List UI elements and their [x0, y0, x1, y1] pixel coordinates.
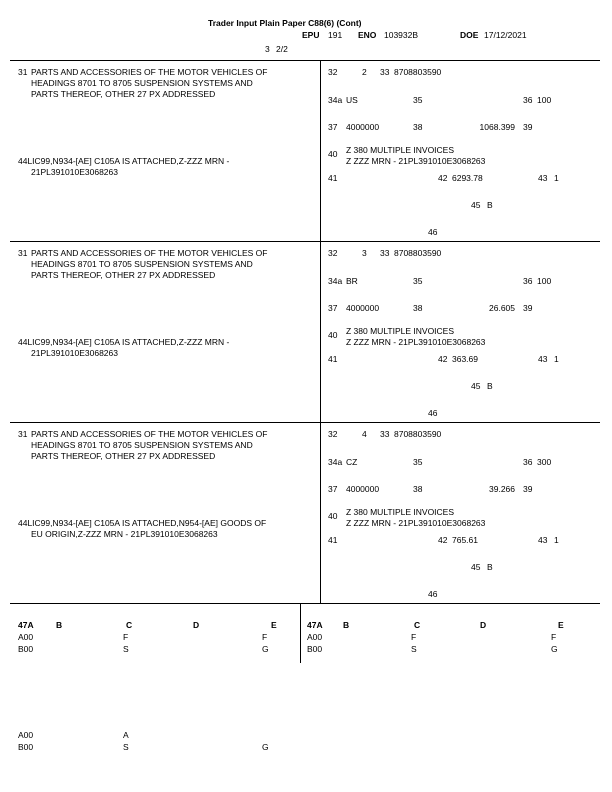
box40-label: 40	[328, 511, 338, 521]
procedure-code: 4000000	[346, 122, 380, 132]
box37-label: 37	[328, 122, 338, 132]
box33-label: 33	[380, 248, 390, 258]
goods-description-line: PARTS AND ACCESSORIES OF THE MOTOR VEHICLES OF	[31, 248, 268, 258]
item-number: 2	[362, 67, 367, 77]
box42-label: 42	[438, 354, 448, 364]
box47-header: D	[193, 620, 200, 630]
item-price: 6293.78	[452, 173, 483, 183]
box38-label: 38	[413, 122, 423, 132]
goods-description-line: HEADINGS 8701 TO 8705 SUSPENSION SYSTEMS AND	[31, 78, 253, 88]
box36-value: 100	[537, 276, 552, 286]
box44-line: 44LIC99,N934-[AE] C105A IS ATTACHED,Z-ZZZ MRN -	[18, 337, 230, 347]
box35-label: 35	[413, 276, 423, 286]
net-mass: 26.605	[489, 303, 515, 313]
box43-value: 1	[554, 354, 559, 364]
box31-label: 31	[18, 67, 28, 77]
box44-line: 21PL391010E3068263	[31, 348, 118, 358]
tax-type: A00	[18, 632, 34, 642]
tax-type: A00	[307, 632, 323, 642]
doe-value: 17/12/2021	[484, 30, 527, 40]
divider	[10, 60, 600, 61]
previous-document: Z 380 MULTIPLE INVOICES	[346, 507, 455, 517]
box44-line: 21PL391010E3068263	[31, 167, 118, 177]
box47-header: B	[343, 620, 350, 630]
tax-cell: G	[551, 644, 558, 654]
tax-cell: F	[411, 632, 417, 642]
box38-label: 38	[413, 303, 423, 313]
box45-label: 45	[471, 381, 481, 391]
box45-label: 45	[471, 562, 481, 572]
goods-description-line: PARTS THEREOF, OTHER 27 PX ADDRESSED	[31, 451, 216, 461]
box47-header: E	[271, 620, 277, 630]
origin-country: BR	[346, 276, 358, 286]
tax-cell: S	[123, 742, 129, 752]
goods-description-line: PARTS AND ACCESSORIES OF THE MOTOR VEHICLES OF	[31, 67, 268, 77]
box33-label: 33	[380, 429, 390, 439]
procedure-code: 4000000	[346, 484, 380, 494]
box36-label: 36	[523, 276, 533, 286]
box44-line: 44LIC99,N934-[AE] C105A IS ATTACHED,Z-ZZZ MRN -	[18, 156, 230, 166]
box44-line: 44LIC99,N934-[AE] C105A IS ATTACHED,N954-[AE] GOODS OF	[18, 518, 267, 528]
tax-type: A00	[18, 730, 34, 740]
box47-header: D	[480, 620, 487, 630]
box43-label: 43	[538, 354, 548, 364]
goods-description-line: PARTS THEREOF, OTHER 27 PX ADDRESSED	[31, 270, 216, 280]
tax-type: B00	[18, 742, 34, 752]
item-price: 363.69	[452, 354, 478, 364]
box45-value: B	[487, 562, 493, 572]
goods-description-line: PARTS THEREOF, OTHER 27 PX ADDRESSED	[31, 89, 216, 99]
box41-label: 41	[328, 354, 338, 364]
box39-label: 39	[523, 484, 533, 494]
column-divider	[300, 603, 301, 663]
tax-type: B00	[307, 644, 323, 654]
box38-label: 38	[413, 484, 423, 494]
box44-line: EU ORIGIN,Z-ZZZ MRN - 21PL391010E3068263	[31, 529, 218, 539]
box43-value: 1	[554, 173, 559, 183]
previous-document: Z 380 MULTIPLE INVOICES	[346, 326, 455, 336]
box46-label: 46	[428, 589, 438, 599]
page-number: 3	[265, 44, 270, 54]
previous-document: Z 380 MULTIPLE INVOICES	[346, 145, 455, 155]
form-title: Trader Input Plain Paper C88(6) (Cont)	[208, 18, 362, 28]
box47-header: E	[558, 620, 564, 630]
item-number: 3	[362, 248, 367, 258]
box34a-label: 34a	[328, 457, 343, 467]
box35-label: 35	[413, 457, 423, 467]
eno-value: 103932B	[384, 30, 419, 40]
box37-label: 37	[328, 303, 338, 313]
box40-label: 40	[328, 330, 338, 340]
box32-label: 32	[328, 67, 338, 77]
divider	[10, 422, 600, 423]
box43-label: 43	[538, 173, 548, 183]
box46-label: 46	[428, 227, 438, 237]
box36-value: 100	[537, 95, 552, 105]
box42-label: 42	[438, 535, 448, 545]
box31-label: 31	[18, 429, 28, 439]
box36-value: 300	[537, 457, 552, 467]
box47-header: 47A	[18, 620, 34, 630]
box31-label: 31	[18, 248, 28, 258]
tax-type: B00	[18, 644, 34, 654]
tax-cell: S	[411, 644, 417, 654]
previous-document: Z ZZZ MRN - 21PL391010E3068263	[346, 337, 486, 347]
box42-label: 42	[438, 173, 448, 183]
box47-header: C	[126, 620, 133, 630]
page-of: 2/2	[276, 44, 288, 54]
box47-header: C	[414, 620, 421, 630]
box45-value: B	[487, 200, 493, 210]
box32-label: 32	[328, 248, 338, 258]
divider	[10, 603, 600, 604]
tax-cell: F	[551, 632, 557, 642]
commodity-code: 8708803590	[394, 248, 442, 258]
box47-header: B	[56, 620, 63, 630]
net-mass: 1068.399	[479, 122, 515, 132]
epu-label: EPU	[302, 30, 320, 40]
doe-label: DOE	[460, 30, 479, 40]
epu-value: 191	[328, 30, 343, 40]
net-mass: 39.266	[489, 484, 515, 494]
box34a-label: 34a	[328, 276, 343, 286]
item-number: 4	[362, 429, 367, 439]
procedure-code: 4000000	[346, 303, 380, 313]
eno-label: ENO	[358, 30, 377, 40]
tax-cell: F	[262, 632, 268, 642]
box40-label: 40	[328, 149, 338, 159]
goods-description-line: HEADINGS 8701 TO 8705 SUSPENSION SYSTEMS AND	[31, 259, 253, 269]
commodity-code: 8708803590	[394, 67, 442, 77]
box33-label: 33	[380, 67, 390, 77]
box45-value: B	[487, 381, 493, 391]
previous-document: Z ZZZ MRN - 21PL391010E3068263	[346, 156, 486, 166]
box35-label: 35	[413, 95, 423, 105]
tax-cell: G	[262, 742, 269, 752]
item-price: 765.61	[452, 535, 478, 545]
box46-label: 46	[428, 408, 438, 418]
box39-label: 39	[523, 122, 533, 132]
box47-header: 47A	[307, 620, 323, 630]
box41-label: 41	[328, 173, 338, 183]
tax-cell: G	[262, 644, 269, 654]
origin-country: US	[346, 95, 358, 105]
tax-cell: F	[123, 632, 129, 642]
box43-value: 1	[554, 535, 559, 545]
box36-label: 36	[523, 95, 533, 105]
box32-label: 32	[328, 429, 338, 439]
goods-description-line: PARTS AND ACCESSORIES OF THE MOTOR VEHICLES OF	[31, 429, 268, 439]
tax-cell: S	[123, 644, 129, 654]
box41-label: 41	[328, 535, 338, 545]
divider	[10, 241, 600, 242]
box34a-label: 34a	[328, 95, 343, 105]
tax-cell: A	[123, 730, 129, 740]
box39-label: 39	[523, 303, 533, 313]
box43-label: 43	[538, 535, 548, 545]
origin-country: CZ	[346, 457, 358, 467]
box37-label: 37	[328, 484, 338, 494]
box36-label: 36	[523, 457, 533, 467]
commodity-code: 8708803590	[394, 429, 442, 439]
goods-description-line: HEADINGS 8701 TO 8705 SUSPENSION SYSTEMS AND	[31, 440, 253, 450]
box45-label: 45	[471, 200, 481, 210]
previous-document: Z ZZZ MRN - 21PL391010E3068263	[346, 518, 486, 528]
column-divider	[320, 60, 321, 603]
